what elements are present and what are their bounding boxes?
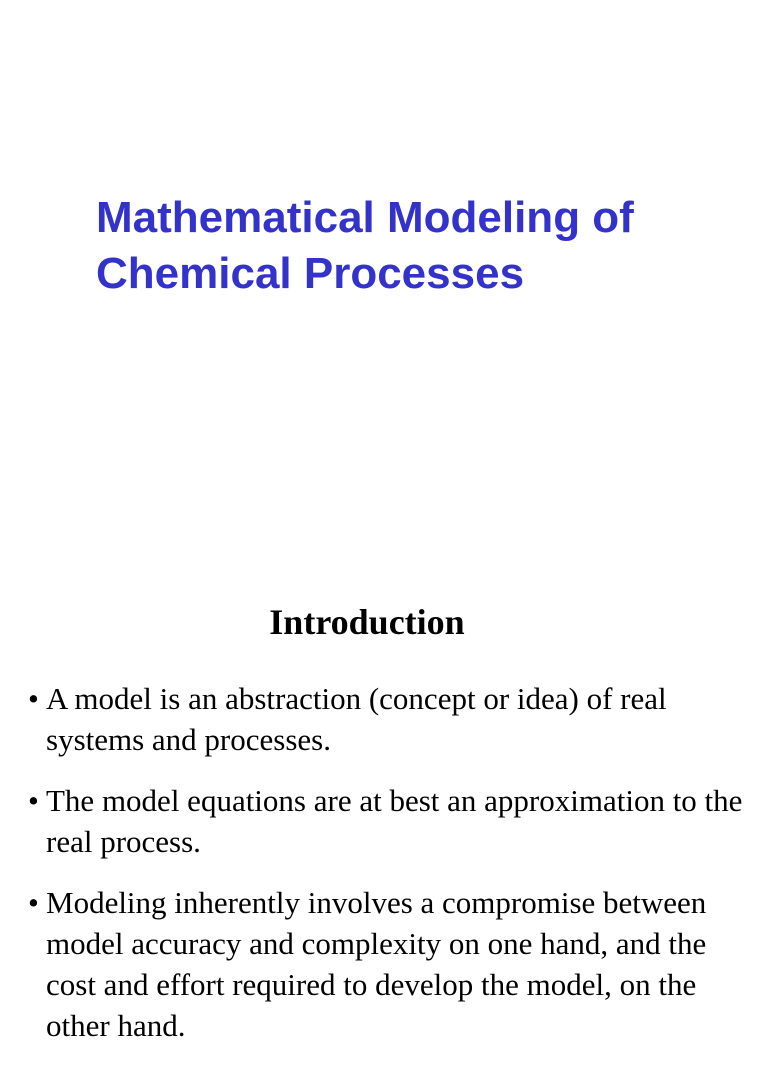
bullet-list (28, 678, 744, 1066)
bullet-text: Modeling inherently involves a compromise between model accuracy and complexity on one hand, and the cost and effort required to develop the model, on the other hand. (46, 885, 707, 1043)
bullet-icon: • (28, 681, 39, 716)
slide-title-line-1: Mathematical Modeling of (96, 193, 634, 242)
slide-title-line-2: Chemical Processes (96, 249, 525, 298)
section-heading: Introduction (269, 602, 465, 642)
bullet-item (28, 678, 744, 760)
slide-title (96, 190, 736, 302)
bullet-text: The model equations are at best an approximation to the real process. (46, 783, 743, 859)
bullet-item (28, 882, 744, 1046)
bullet-item (28, 780, 744, 862)
bullet-icon: • (28, 783, 39, 818)
bullet-icon: • (28, 885, 39, 920)
bullet-text: A model is an abstraction (concept or idea) of real systems and processes. (46, 681, 667, 757)
